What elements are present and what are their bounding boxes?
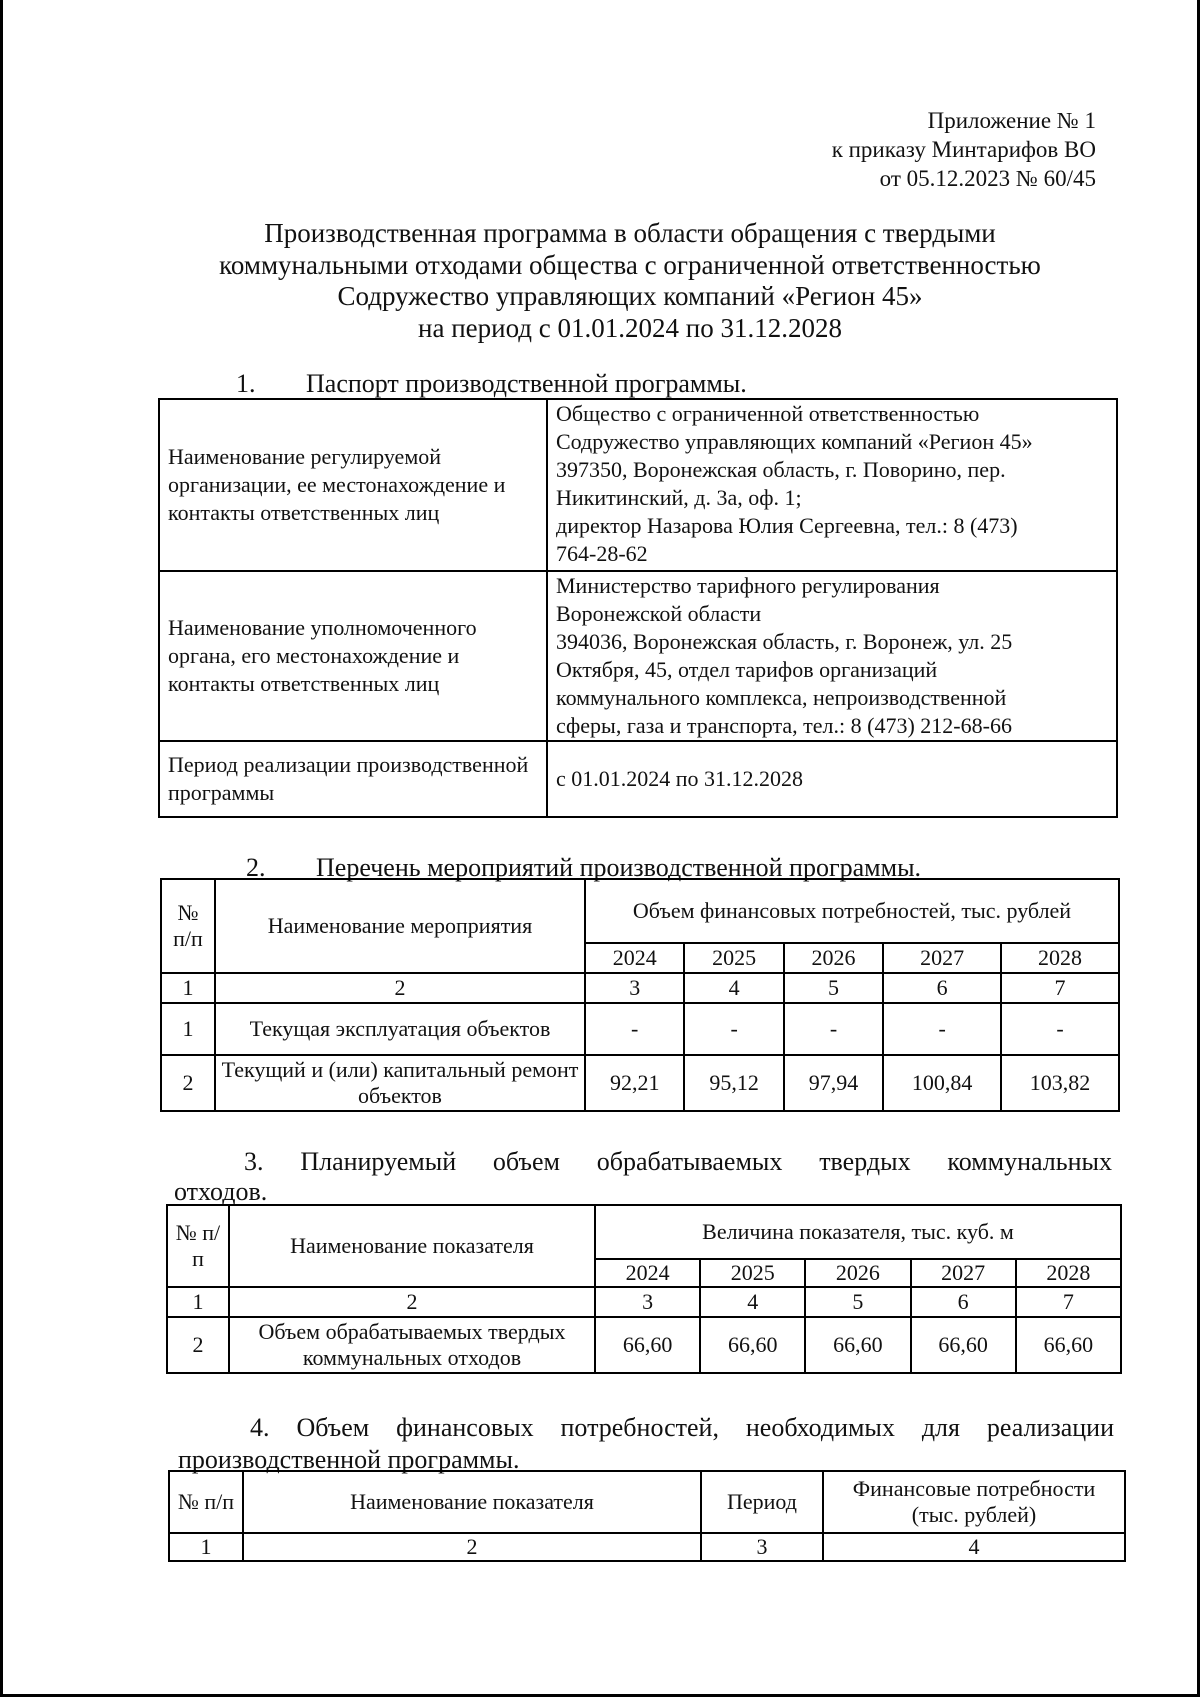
section-3-heading: [244, 1146, 1112, 1177]
measures-index-cell: 7: [1001, 973, 1119, 1003]
volume-row-value: 66,60: [595, 1317, 700, 1373]
finance-index-cell: 3: [701, 1533, 823, 1561]
section-4-heading: [250, 1412, 1114, 1443]
volume-row-value: 66,60: [805, 1317, 910, 1373]
passport-value-line: Общество с ограниченной ответственностью: [556, 401, 980, 426]
section-4-title-line-1: Объем финансовых потребностей, необходимых для реализации: [296, 1413, 1114, 1442]
measures-row-value: 92,21: [585, 1055, 684, 1111]
volume-row-1: [167, 1317, 1121, 1373]
finance-col-needs: Финансовые потребности (тыс. рублей): [823, 1471, 1125, 1533]
measures-row-value: -: [585, 1003, 684, 1055]
passport-label-authority: Наименование уполномоченного органа, его местонахождение и контакты ответственных лиц: [159, 571, 547, 741]
measures-col-num: № п/п: [161, 879, 215, 973]
volume-index-cell: 6: [911, 1287, 1016, 1317]
measures-year: 2026: [784, 943, 883, 973]
measures-header-row: [161, 879, 1119, 943]
annex-line-2: к приказу Минтарифов ВО: [831, 137, 1096, 162]
measures-table: [160, 878, 1120, 1112]
volume-index-row: [167, 1287, 1121, 1317]
volume-header-row: [167, 1205, 1121, 1259]
measures-index-cell: 1: [161, 973, 215, 1003]
title-line-4: на период с 01.01.2024 по 31.12.2028: [418, 312, 842, 343]
title-line-3: Содружество управляющих компаний «Регион 45»: [337, 281, 923, 311]
measures-index-cell: 6: [883, 973, 1001, 1003]
volume-col-name: Наименование показателя: [229, 1205, 595, 1287]
passport-value-line: Министерство тарифного регулирования: [556, 573, 940, 598]
measures-row-2: [161, 1055, 1119, 1111]
passport-value-line: Октября, 45, отдел тарифов организаций: [556, 657, 938, 682]
volume-year: 2027: [911, 1259, 1016, 1287]
passport-value-line: Никитинский, д. 3а, оф. 1;: [556, 485, 802, 510]
passport-value-line: с 01.01.2024 по 31.12.2028: [556, 766, 804, 791]
passport-value-line: 397350, Воронежская область, г. Поворино, пер.: [556, 457, 1006, 482]
measures-year: 2028: [1001, 943, 1119, 973]
volume-index-cell: 5: [805, 1287, 910, 1317]
finance-col-name: Наименование показателя: [243, 1471, 701, 1533]
section-1-number: 1.: [236, 369, 256, 398]
measures-row-value: 95,12: [684, 1055, 783, 1111]
passport-value-line: 394036, Воронежская область, г. Воронеж, ул. 25: [556, 629, 1013, 654]
measures-col-group: Объем финансовых потребностей, тыс. рублей: [585, 879, 1119, 943]
section-1-heading: [236, 368, 1036, 399]
measures-year: 2025: [684, 943, 783, 973]
finance-header-row: [169, 1471, 1125, 1533]
passport-value-line: коммунального комплекса, непроизводственной: [556, 685, 1007, 710]
passport-value-line: 764-28-62: [556, 541, 648, 566]
volume-col-group: Величина показателя, тыс. куб. м: [595, 1205, 1121, 1259]
measures-row-num: 2: [161, 1055, 215, 1111]
volume-year: 2025: [700, 1259, 805, 1287]
section-1-title: Паспорт производственной программы.: [306, 369, 747, 398]
title-line-2: коммунальными отходами общества с ограниченной ответственностью: [219, 249, 1041, 280]
measures-row-value: 100,84: [883, 1055, 1001, 1111]
section-4-title-line-2: производственной программы.: [178, 1445, 520, 1474]
measures-index-cell: 4: [684, 973, 783, 1003]
volume-index-cell: 1: [167, 1287, 229, 1317]
passport-row-organization: [159, 399, 1117, 571]
section-2-title: Перечень мероприятий производственной программы.: [316, 853, 922, 882]
section-3-title-line-1: Планируемый объем обрабатываемых твердых коммунальных: [300, 1147, 1112, 1176]
finance-index-cell: 4: [823, 1533, 1125, 1561]
volume-year: 2028: [1016, 1259, 1121, 1287]
finance-col-num: № п/п: [169, 1471, 243, 1533]
section-3-title-line-2: отходов.: [174, 1177, 268, 1206]
measures-row-value: -: [883, 1003, 1001, 1055]
volume-row-value: 66,60: [1016, 1317, 1121, 1373]
annex-block: [700, 106, 1096, 193]
volume-index-cell: 4: [700, 1287, 805, 1317]
passport-table: [158, 398, 1118, 818]
volume-index-cell: 7: [1016, 1287, 1121, 1317]
measures-row-num: 1: [161, 1003, 215, 1055]
measures-index-cell: 5: [784, 973, 883, 1003]
passport-value-period: [547, 741, 1117, 817]
passport-value-authority: [547, 571, 1117, 741]
volume-index-cell: 2: [229, 1287, 595, 1317]
passport-value-line: сферы, газа и транспорта, тел.: 8 (473) 212-68-66: [556, 713, 1012, 738]
section-3-number: 3.: [244, 1147, 264, 1176]
measures-index-row: [161, 973, 1119, 1003]
measures-row-1: [161, 1003, 1119, 1055]
measures-row-name: Текущий и (или) капитальный ремонт объектов: [215, 1055, 585, 1111]
volume-row-name: Объем обрабатываемых твердых коммунальных отходов: [229, 1317, 595, 1373]
volume-col-num: № п/п: [167, 1205, 229, 1287]
volume-table: [166, 1204, 1122, 1374]
measures-col-name: Наименование мероприятия: [215, 879, 585, 973]
passport-value-line: Содружество управляющих компаний «Регион 45»: [556, 429, 1033, 454]
passport-label-organization: Наименование регулируемой организации, ее местонахождение и контакты ответственных лиц: [159, 399, 547, 571]
volume-year: 2026: [805, 1259, 910, 1287]
volume-row-value: 66,60: [700, 1317, 805, 1373]
annex-line-1: Приложение № 1: [927, 108, 1096, 133]
finance-index-cell: 2: [243, 1533, 701, 1561]
section-3-heading-cont: [174, 1176, 574, 1207]
section-4-number: 4.: [250, 1413, 270, 1442]
measures-row-value: -: [784, 1003, 883, 1055]
finance-table: [168, 1470, 1126, 1562]
finance-index-cell: 1: [169, 1533, 243, 1561]
volume-row-num: 2: [167, 1317, 229, 1373]
measures-row-value: -: [684, 1003, 783, 1055]
measures-year: 2024: [585, 943, 684, 973]
passport-label-period: Период реализации производственной программы: [159, 741, 547, 817]
section-2-number: 2.: [246, 853, 266, 882]
measures-row-name: Текущая эксплуатация объектов: [215, 1003, 585, 1055]
title-line-1: Производственная программа в области обращения с твердыми: [264, 218, 996, 248]
passport-row-period: [159, 741, 1117, 817]
measures-row-value: -: [1001, 1003, 1119, 1055]
passport-row-authority: [159, 571, 1117, 741]
finance-col-period: Период: [701, 1471, 823, 1533]
finance-index-row: [169, 1533, 1125, 1561]
measures-index-cell: 2: [215, 973, 585, 1003]
measures-row-value: 97,94: [784, 1055, 883, 1111]
volume-year: 2024: [595, 1259, 700, 1287]
document-title: [140, 218, 1120, 344]
passport-value-line: Воронежской области: [556, 601, 762, 626]
volume-index-cell: 3: [595, 1287, 700, 1317]
measures-year: 2027: [883, 943, 1001, 973]
passport-value-organization: [547, 399, 1117, 571]
volume-row-value: 66,60: [911, 1317, 1016, 1373]
measures-row-value: 103,82: [1001, 1055, 1119, 1111]
passport-value-line: директор Назарова Юлия Сергеевна, тел.: 8 (473): [556, 513, 1018, 538]
measures-index-cell: 3: [585, 973, 684, 1003]
annex-line-3: от 05.12.2023 № 60/45: [879, 166, 1096, 191]
